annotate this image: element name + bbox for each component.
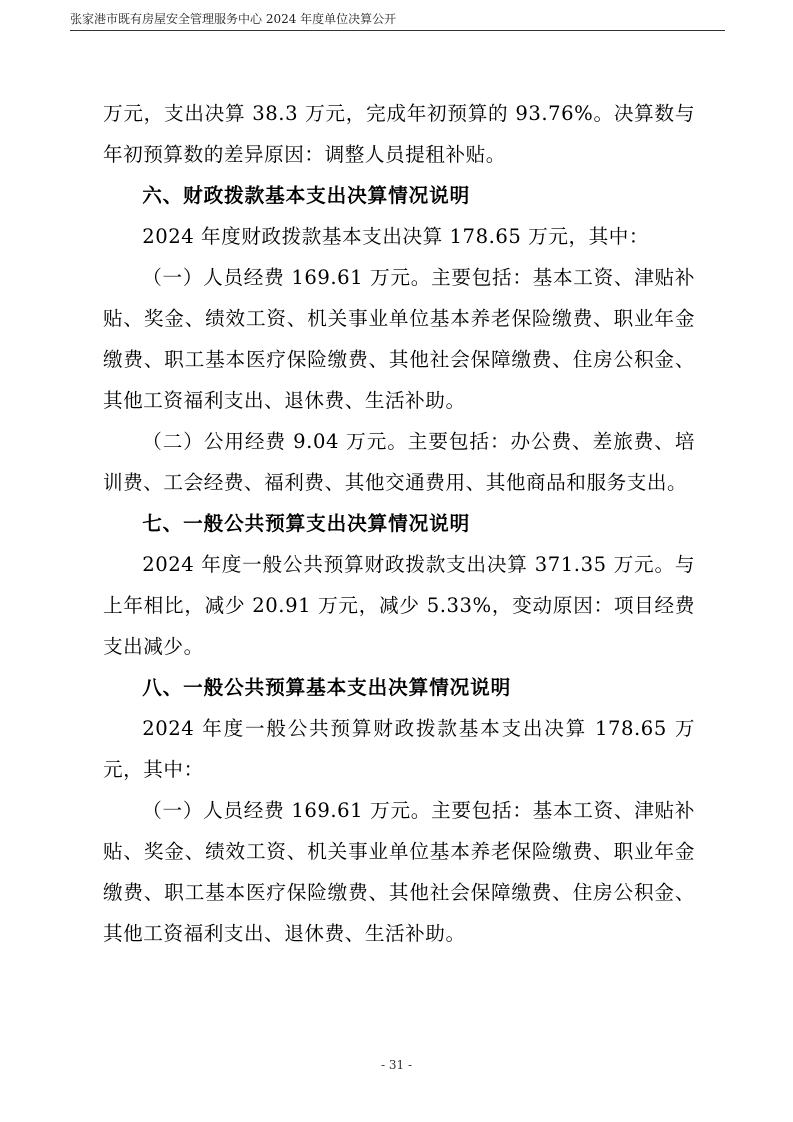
paragraph-6-3: （二）公用经费 9.04 万元。主要包括：办公费、差旅费、培训费、工会经费、福利费、其他交通费用、其他商品和服务支出。	[103, 430, 695, 494]
page-header	[70, 10, 725, 31]
paragraph-8-1: 2024 年度一般公共预算财政拨款基本支出决算 178.65 万元，其中：	[103, 717, 695, 781]
section-heading-8: 八、一般公共预算基本支出决算情况说明	[142, 676, 512, 699]
paragraph-6-2: （一）人员经费 169.61 万元。主要包括：基本工资、津贴补贴、奖金、绩效工资、机关事业单位基本养老保险缴费、职业年金缴费、职工基本医疗保险缴费、其他社会保障缴费、住房公积金、其他工资福利支出、退休费、生活补助。	[103, 266, 695, 412]
paragraph-7-1: 2024 年度一般公共预算财政拨款支出决算 371.35 万元。与上年相比，减少 20.91 万元，减少 5.33%，变动原因：项目经费支出减少。	[103, 553, 695, 658]
section-heading-7: 七、一般公共预算支出决算情况说明	[142, 512, 471, 535]
header-title: 张家港市既有房屋安全管理服务中心 2024 年度单位决算公开	[70, 12, 397, 26]
page-number: - 31 -	[380, 1058, 412, 1072]
paragraph-6-1: 2024 年度财政拨款基本支出决算 178.65 万元，其中：	[142, 225, 650, 248]
paragraph-intro: 万元，支出决算 38.3 万元，完成年初预算的 93.76%。决算数与年初预算数的差异原因：调整人员提租补贴。	[103, 102, 695, 166]
section-heading-6: 六、财政拨款基本支出决算情况说明	[142, 184, 471, 207]
paragraph-8-2: （一）人员经费 169.61 万元。主要包括：基本工资、津贴补贴、奖金、绩效工资、机关事业单位基本养老保险缴费、职业年金缴费、职工基本医疗保险缴费、其他社会保障缴费、住房公积金、其他工资福利支出、退休费、生活补助。	[103, 799, 695, 945]
document-body	[103, 93, 695, 954]
